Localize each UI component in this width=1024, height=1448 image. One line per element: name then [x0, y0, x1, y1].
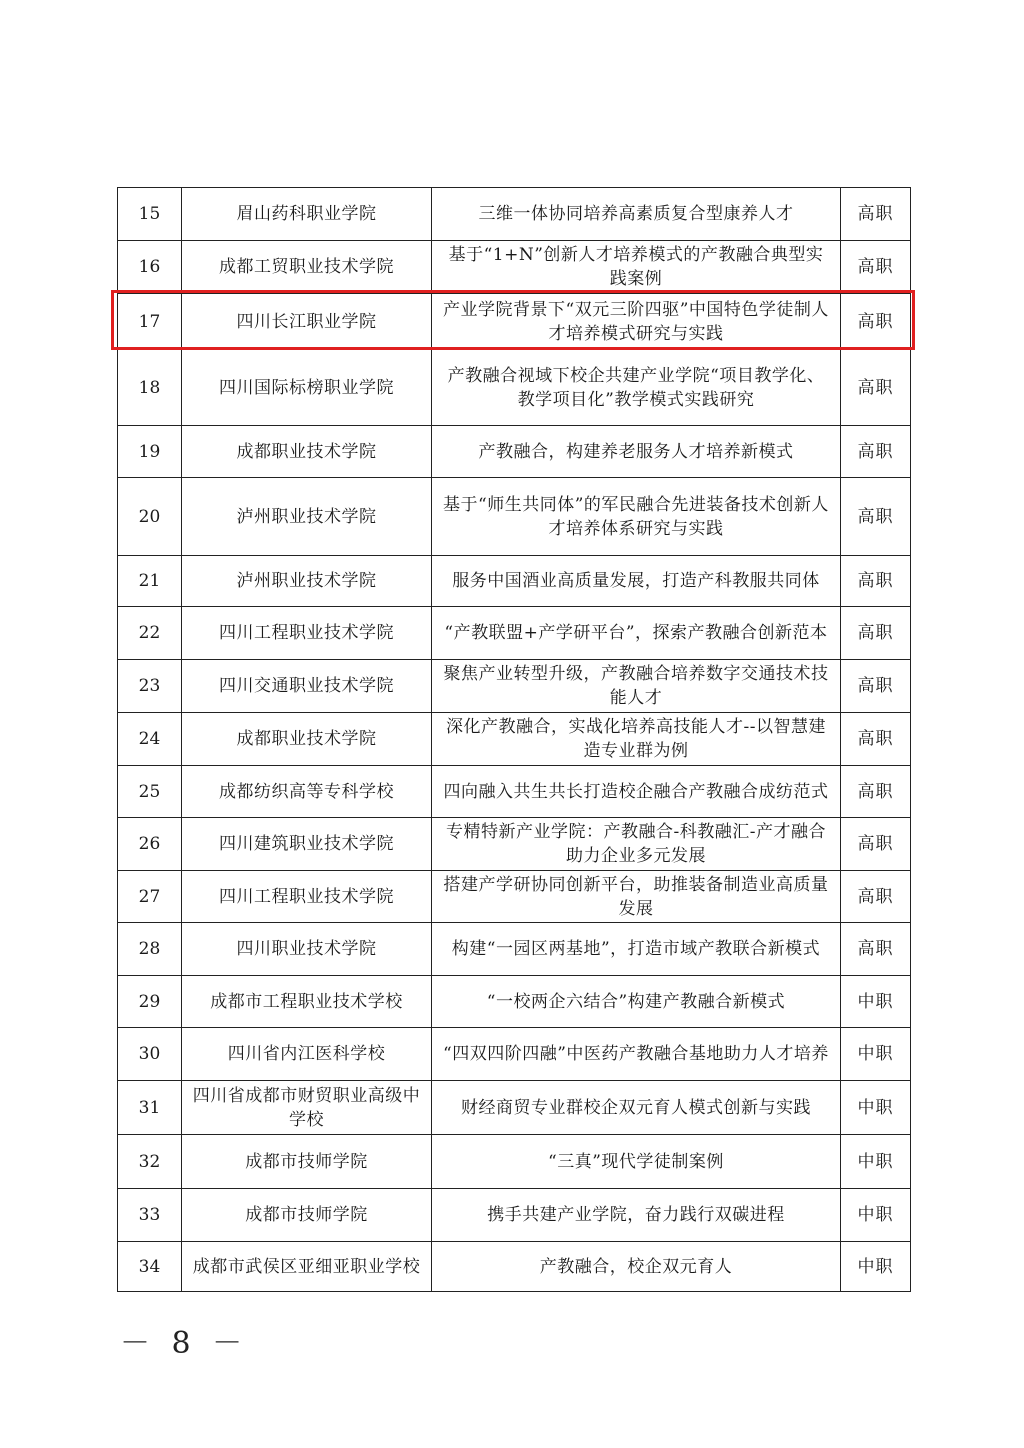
case-title: “一校两企六结合”构建产教融合新模式	[432, 976, 841, 1028]
school-name: 四川建筑职业技术学院	[182, 818, 432, 871]
row-number: 31	[118, 1081, 182, 1135]
case-title: 四向融入共生共长打造校企融合产教融合成纺范式	[432, 766, 841, 818]
school-level: 高职	[841, 871, 911, 923]
school-level: 高职	[841, 188, 911, 241]
row-number: 26	[118, 818, 182, 871]
case-title: 基于“1+N”创新人才培养模式的产教融合典型实践案例	[432, 241, 841, 294]
table-row	[118, 426, 911, 478]
school-name: 成都市技师学院	[182, 1135, 432, 1189]
project-list-table	[117, 187, 911, 1292]
school-level: 高职	[841, 241, 911, 294]
school-name: 四川工程职业技术学院	[182, 607, 432, 660]
table-row	[118, 350, 911, 426]
school-level: 高职	[841, 818, 911, 871]
row-number: 33	[118, 1189, 182, 1242]
table-row	[118, 188, 911, 241]
table-row	[118, 766, 911, 818]
case-title: 产教融合，校企双元育人	[432, 1242, 841, 1292]
school-name: 四川职业技术学院	[182, 923, 432, 976]
case-title: 构建“一园区两基地”，打造市域产教联合新模式	[432, 923, 841, 976]
school-name: 四川长江职业学院	[182, 294, 432, 350]
school-level: 高职	[841, 350, 911, 426]
row-number: 18	[118, 350, 182, 426]
school-name: 成都市工程职业技术学校	[182, 976, 432, 1028]
table-row	[118, 607, 911, 660]
school-level: 高职	[841, 294, 911, 350]
table-row	[118, 1189, 911, 1242]
school-level: 高职	[841, 766, 911, 818]
school-name: 四川省成都市财贸职业高级中学校	[182, 1081, 432, 1135]
case-title: 专精特新产业学院：产教融合-科教融汇-产才融合助力企业多元发展	[432, 818, 841, 871]
school-level: 高职	[841, 426, 911, 478]
table-row	[118, 241, 911, 294]
school-level: 中职	[841, 1242, 911, 1292]
school-level: 高职	[841, 660, 911, 713]
school-level: 高职	[841, 556, 911, 607]
row-number: 15	[118, 188, 182, 241]
table-body	[118, 188, 911, 1292]
case-title: “产教联盟+产学研平台”，探索产教融合创新范本	[432, 607, 841, 660]
case-title: 携手共建产业学院，奋力践行双碳进程	[432, 1189, 841, 1242]
school-name: 四川交通职业技术学院	[182, 660, 432, 713]
row-number: 32	[118, 1135, 182, 1189]
table-row	[118, 923, 911, 976]
school-name: 成都纺织高等专科学校	[182, 766, 432, 818]
school-level: 中职	[841, 976, 911, 1028]
table-row	[118, 818, 911, 871]
table-row	[118, 1242, 911, 1292]
school-name: 眉山药科职业学院	[182, 188, 432, 241]
row-number: 24	[118, 713, 182, 766]
row-number: 19	[118, 426, 182, 478]
row-number: 34	[118, 1242, 182, 1292]
school-level: 高职	[841, 607, 911, 660]
table-row	[118, 556, 911, 607]
case-title: 产业学院背景下“双元三阶四驱”中国特色学徒制人才培养模式研究与实践	[432, 294, 841, 350]
table-row	[118, 976, 911, 1028]
school-name: 四川工程职业技术学院	[182, 871, 432, 923]
table-row	[118, 478, 911, 556]
row-number: 23	[118, 660, 182, 713]
row-number: 17	[118, 294, 182, 350]
school-level: 高职	[841, 923, 911, 976]
table-row	[118, 871, 911, 923]
table-row	[118, 1135, 911, 1189]
table-row	[118, 1081, 911, 1135]
case-title: 基于“师生共同体”的军民融合先进装备技术创新人才培养体系研究与实践	[432, 478, 841, 556]
school-level: 高职	[841, 713, 911, 766]
table-row	[118, 1028, 911, 1081]
row-number: 27	[118, 871, 182, 923]
row-number: 28	[118, 923, 182, 976]
school-level: 中职	[841, 1028, 911, 1081]
case-title: 三维一体协同培养高素质复合型康养人才	[432, 188, 841, 241]
school-name: 四川省内江医科学校	[182, 1028, 432, 1081]
row-number: 22	[118, 607, 182, 660]
table-row	[118, 713, 911, 766]
school-name: 泸州职业技术学院	[182, 556, 432, 607]
row-number: 30	[118, 1028, 182, 1081]
school-name: 成都市武侯区亚细亚职业学校	[182, 1242, 432, 1292]
school-level: 高职	[841, 478, 911, 556]
table-row	[118, 660, 911, 713]
school-name: 四川国际标榜职业学院	[182, 350, 432, 426]
row-number: 25	[118, 766, 182, 818]
case-title: 服务中国酒业高质量发展，打造产科教服共同体	[432, 556, 841, 607]
school-level: 中职	[841, 1189, 911, 1242]
table-row-highlighted	[118, 294, 911, 350]
case-title: 产教融合视域下校企共建产业学院“项目教学化、教学项目化”教学模式实践研究	[432, 350, 841, 426]
school-level: 中职	[841, 1081, 911, 1135]
case-title: 产教融合，构建养老服务人才培养新模式	[432, 426, 841, 478]
school-name: 成都工贸职业技术学院	[182, 241, 432, 294]
row-number: 29	[118, 976, 182, 1028]
case-title: “三真”现代学徒制案例	[432, 1135, 841, 1189]
school-name: 成都职业技术学院	[182, 713, 432, 766]
case-title: 深化产教融合，实战化培养高技能人才--以智慧建造专业群为例	[432, 713, 841, 766]
page-number: － 8 －	[120, 1326, 249, 1361]
school-name: 泸州职业技术学院	[182, 478, 432, 556]
school-name: 成都市技师学院	[182, 1189, 432, 1242]
row-number: 21	[118, 556, 182, 607]
school-level: 中职	[841, 1135, 911, 1189]
school-name: 成都职业技术学院	[182, 426, 432, 478]
case-title: “四双四阶四融”中医药产教融合基地助力人才培养	[432, 1028, 841, 1081]
case-title: 搭建产学研协同创新平台，助推装备制造业高质量发展	[432, 871, 841, 923]
case-title: 财经商贸专业群校企双元育人模式创新与实践	[432, 1081, 841, 1135]
case-title: 聚焦产业转型升级，产教融合培养数字交通技术技能人才	[432, 660, 841, 713]
row-number: 20	[118, 478, 182, 556]
row-number: 16	[118, 241, 182, 294]
